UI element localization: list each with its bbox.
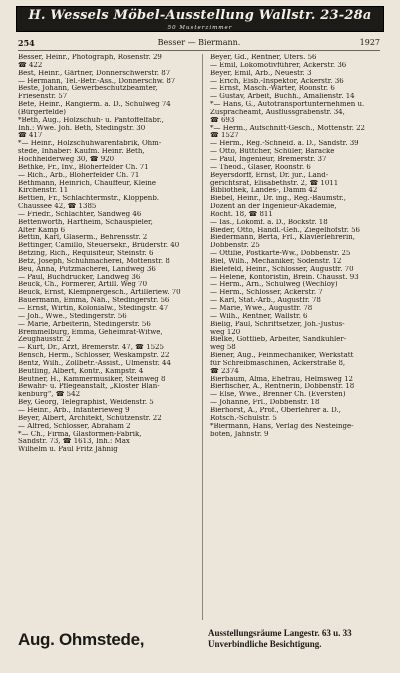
directory-entry-line: Chaussee 42, ☎ 1385 xyxy=(18,203,97,211)
directory-entry-line: Sandstr. 73, ☎ 1613, Inh.: Max xyxy=(18,438,130,446)
directory-entry-line: — Else, Wwe., Brenner Ch. (Eversten) xyxy=(210,391,346,399)
directory-entry-line: — Marie, Arbeiterin, Stedingerstr. 56 xyxy=(18,320,151,328)
directory-entry-line: — Otto, Büttcher, Schüler, Baracke xyxy=(210,148,335,156)
directory-entry-line: — Herm., Reg.-Schneid. a. D., Sandstr. 39 xyxy=(210,140,359,148)
directory-entry-line: Bensch, Herm., Schlosser, Weskampstr. 22 xyxy=(18,352,170,360)
advertisement-line: Unverbindliche Besichtigung. xyxy=(208,639,322,649)
directory-entry-line: Bielke, Gottlieb, Arbeiter, Sandkuhler- xyxy=(210,336,347,344)
directory-entry-line: Bethmann, Heinrich, Chauffeur, Kleine xyxy=(18,179,157,187)
directory-entry-line: boten, Jahnstr. 9 xyxy=(210,430,269,438)
directory-entry-line: Bettenworth, Hartheim, Schauspieler, xyxy=(18,218,153,226)
directory-entry-line: — Herm., Arn., Schulweg (Wechloy) xyxy=(210,281,338,289)
directory-entry-line: *— Ch., Firma, Glasformen-Fabrik, xyxy=(18,430,142,438)
year: 1927 xyxy=(359,38,380,47)
directory-entry-line: — Ernst, Masch.-Wärter, Roonstr. 6 xyxy=(210,85,335,93)
directory-entry-line: — Johanne, Frl., Dobbenstr. 18 xyxy=(210,399,320,407)
directory-entry-line: stede, Inhaber: Kaufm. Heinr. Beth, xyxy=(18,148,145,156)
directory-entry-line: — Theod., Glaser, Roonstr. 6 xyxy=(210,163,311,171)
directory-entry-line: Kirchenstr. 11 xyxy=(18,187,69,195)
directory-entry-line: Beyer, Albert, Architekt, Schützenstr. 22 xyxy=(18,414,162,422)
directory-entry-line: Beu, Anna, Putzmacherei, Landweg 36 xyxy=(18,265,156,273)
directory-entry-line: — Heinr., Arb., Infanterieweg 9 xyxy=(18,406,130,414)
directory-entry-line: — Hermann, Tel.-Betr.-Ass., Donnerschw. 87 xyxy=(18,77,176,85)
directory-entry-line: Betz, Joseph, Schuhmacherei, Mottenstr. 8 xyxy=(18,257,170,265)
directory-entry-line: Bieder, Otto, Handl.-Geh., Ziegelhofstr. 56 xyxy=(210,226,360,234)
directory-entry-line: — Emil, Lokomotivführer, Ackerstr. 36 xyxy=(210,61,347,69)
directory-entry-line: — Ias., Lokomf. a. D., Bockstr. 18 xyxy=(210,218,328,226)
directory-entry-line: Bewahr- u. Pflegeanstalt, „Kloster Blan- xyxy=(18,383,160,391)
directory-entry-line: ☎ 417 xyxy=(18,132,43,140)
directory-entry-line: Bettien, Fr., Schlachtermstr., Kloppenb. xyxy=(18,195,160,203)
directory-entry-line: Dozent an der Ingenieur-Akademie, xyxy=(210,203,337,211)
directory-entry-line: Beste, Johann, Gewerbeschutzbeamter, xyxy=(18,85,158,93)
directory-entry-line: Bielefeld, Heinr., Schlosser, Augustfr. 70 xyxy=(210,265,354,273)
running-header xyxy=(18,38,380,51)
directory-entry-line: Besser, Heinr., Photograph, Rosenstr. 29 xyxy=(18,54,162,61)
advertisement-text xyxy=(208,628,380,650)
directory-entry-line: — Ottilie, Postkarte-Ww., Dobbenstr. 25 xyxy=(210,250,351,258)
directory-entry-line: Friesenstr. 57 xyxy=(18,93,68,101)
directory-entry-line: Inh.: Wwe. Joh. Beth, Stedingstr. 30 xyxy=(18,124,146,132)
directory-entry-line: Bettin, Karl, Glaserm., Behrensstr. 2 xyxy=(18,234,148,242)
directory-entry-line: Wilhelm u. Paul Fritz Jähnig xyxy=(18,446,118,454)
directory-entry-line: Bierfischer, A., Rentnerin, Dobbenstr. 18 xyxy=(210,383,355,391)
directory-entry-line: ☎ 693 xyxy=(210,116,235,124)
directory-entry-line: Biedermann, Berta, Frl., Klavierlehrerin, xyxy=(210,234,355,242)
directory-entry-line: ☎ 2374 xyxy=(210,367,239,375)
directory-entry-line: *— Heinr., Holzschuhwarenfabrik, Ohm- xyxy=(18,140,162,148)
directory-entry-line: Zeughausstr. 2 xyxy=(18,336,71,344)
directory-entry-line: Hochheiderweg 30, ☎ 920 xyxy=(18,155,115,163)
directory-entry-line: *— Herm., Aufschnitt-Gesch., Mottenstr. 22 xyxy=(210,124,365,132)
directory-entry-line: kenburg“, ☎ 542 xyxy=(18,391,81,399)
directory-entry-line: — Erich, Eisb.-Inspektor, Ackerstr. 36 xyxy=(210,77,344,85)
directory-entry-line: Biel, Wilh., Mechaniker, Sodenstr. 12 xyxy=(210,257,342,265)
directory-entry-line: Bauermann, Emma, Näh., Stedingerstr. 56 xyxy=(18,297,170,305)
advertisement-line: Ausstellungsräume Langestr. 63 u. 33 xyxy=(208,628,352,638)
directory-entry-line: Betzing, Rich., Requisiteur, Steinstr. 6 xyxy=(18,250,154,258)
left-column xyxy=(18,54,194,620)
directory-entry-line: Beyer, Emil, Arb., Neuestr. 3 xyxy=(210,69,312,77)
directory-entry-line: — Wilh., Rentner, Wallstr. 6 xyxy=(210,312,308,320)
directory-entry-line: — Karl, Stat.-Arb., Augustfr. 78 xyxy=(210,297,321,305)
right-column xyxy=(210,54,386,620)
bottom-advertisement xyxy=(18,622,380,664)
directory-entry-line: Best, Heinr., Gärtner, Donnerschwerstr. 87 xyxy=(18,69,171,77)
directory-entry-line: Biener, Aug., Feinmechaniker, Werkstatt xyxy=(210,352,354,360)
directory-entry-line: Beutling, Albert, Kontr., Kampstr. 4 xyxy=(18,367,144,375)
directory-entry-line: Rotsch.-Schulstr. 5 xyxy=(210,414,277,422)
directory-entry-line: Bete, Heinr., Rangierm. a. D., Schulweg 74 xyxy=(18,101,171,109)
directory-entry-line: — Marie, Wwe., Augustfr. 78 xyxy=(210,305,313,312)
directory-entry-line: *Beth, Aug., Holzschuh- u. Pantoffelfabr., xyxy=(18,116,164,124)
directory-entry-line: Bettinger, Camillo, Steuersekr., Brüderstr. 40 xyxy=(18,242,180,250)
directory-entry-line: — Joh., Wwe., Stedingerstr. 56 xyxy=(18,312,127,320)
banner-subtitle: 50 Musterzimmer xyxy=(167,25,233,31)
directory-entry-line: Biebel, Heinr., Dr. ing., Reg.-Baumstr., xyxy=(210,195,347,203)
directory-entry-line: — Alfred, Schlosser, Abraham 2 xyxy=(18,422,131,430)
directory-entry-line: ☎ 422 xyxy=(18,61,43,69)
banner-title: H. Wessels Möbel-Ausstellung Wallstr. 23-28a xyxy=(28,8,372,23)
directory-entry-line: — Paul, Buchdrucker, Landweg 36 xyxy=(18,273,141,281)
directory-entry-line: Rocht. 18, ☎ 811 xyxy=(210,210,273,218)
advertiser-name: Aug. Ohmstede, xyxy=(18,630,145,649)
directory-entry-line: ☎ 1527 xyxy=(210,132,239,140)
directory-entry-line: Dobbenstr. 25 xyxy=(210,242,260,250)
directory-entry-line: für Schreibmaschinen, Ackerstraße 8, xyxy=(210,359,346,367)
directory-entry-line: Beuck, Ch., Formerer, Artill. Weg 70 xyxy=(18,281,148,289)
directory-entry-line: *Biermann, Hans, Verlag des Nesteinge- xyxy=(210,422,354,430)
directory-entry-line: Beyer, Gd., Rentner, Ufers. 56 xyxy=(210,54,317,61)
directory-entry-line: — Gustav, Arbeit, Buchh., Amalienstr. 14 xyxy=(210,93,355,101)
directory-entry-line: Bierhorst, A., Prof., Oberlehrer a. D., xyxy=(210,406,341,414)
directory-entry-line: Alter Kamp 6 xyxy=(18,226,66,234)
directory-entry-line: Beuck, Ernst, Klempnergesch., Artilleriew. 70 xyxy=(18,289,181,297)
advertisement-banner xyxy=(16,6,384,32)
directory-entry-line: weg 58 xyxy=(210,344,236,352)
directory-entry-line: — Paul, Ingenieur, Bremerstr. 37 xyxy=(210,155,327,163)
directory-entry-line: — Friedr., Schlachter, Sandweg 46 xyxy=(18,210,142,218)
directory-entry-line: — Herm., Schlosser, Ackerstr. 7 xyxy=(210,289,323,297)
directory-entry-line: weg 120 xyxy=(210,328,241,336)
directory-entry-line: Bibliothek, Landes-, Damm 42 xyxy=(210,187,318,195)
page-title: Besser — Biermann. xyxy=(157,38,241,47)
directory-entry-line: — Helene, Kontoristin, Brein. Chausst. 93 xyxy=(210,273,359,281)
directory-entry-line: Beutner, H., Kammermusiker, Steinweg 8 xyxy=(18,375,166,383)
column-divider xyxy=(202,54,203,620)
directory-entry-line: — Rich., Arb., Bloherfelder Ch. 71 xyxy=(18,171,140,179)
directory-entry-line: (Bürgerfelde) xyxy=(18,108,67,116)
directory-entry-line: Bethke, Fr., Inv., Bloherfelder Ch. 71 xyxy=(18,163,149,171)
directory-entry-line: Beyersdorff, Ernst, Dr. jur., Land- xyxy=(210,171,329,179)
directory-entry-line: Bentz, Wilh., Zollbetr.-Assist., Ulmenstr. 44 xyxy=(18,359,171,367)
directory-entry-line: — Kurt, Dr., Arzt, Bremerstr. 47, ☎ 1525 xyxy=(18,344,164,352)
directory-entry-line: Bierbaum, Alma, Ehefrau, Helmsweg 12 xyxy=(210,375,353,383)
directory-entry-line: *— Hans, G., Autotransportunternehmen u. xyxy=(210,101,365,109)
directory-entry-line: gerichtsrat, Elisabethstr. 2, ☎ 1011 xyxy=(210,179,339,187)
directory-entry-line: — Ernst, Wirtin, Kolonialw., Stedingstr. 47 xyxy=(18,305,169,312)
directory-entry-line: Zuspracheamt, Ausflussgrabenstr. 34, xyxy=(210,108,345,116)
directory-entry-line: Bremmelburg, Emma, Geheimrat-Witwe, xyxy=(18,328,163,336)
directory-entry-line: Bielig, Paul, Schriftsetzer, Joh.-Justus- xyxy=(210,320,345,328)
directory-entry-line: Bey, Georg, Telegraphist, Weidenstr. 5 xyxy=(18,399,154,407)
page-number: 254 xyxy=(18,38,35,48)
